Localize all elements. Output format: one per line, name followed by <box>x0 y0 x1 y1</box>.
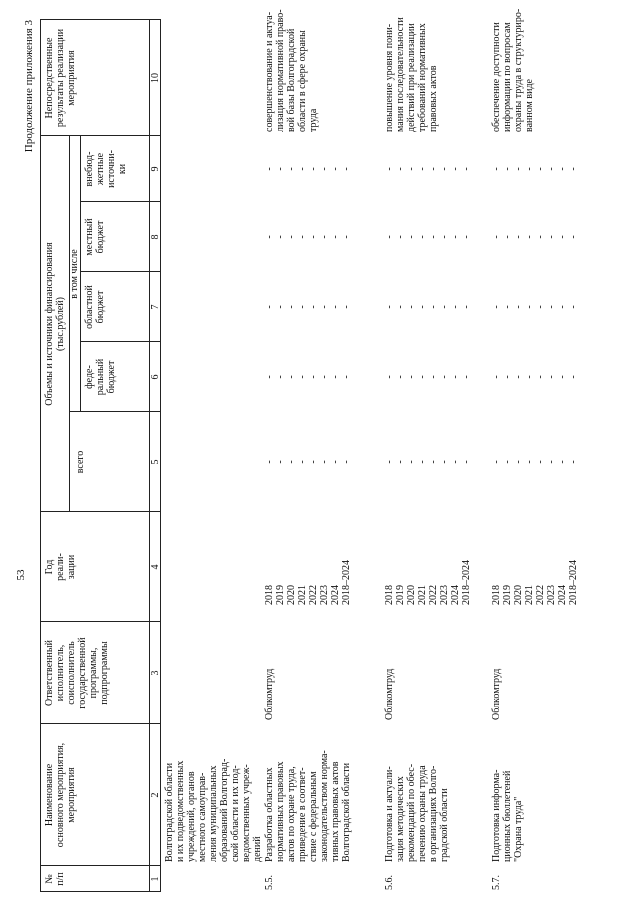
col-number-5: 5 <box>150 459 161 465</box>
col-number-1: 1 <box>150 876 161 882</box>
header-number: № п/п <box>44 872 66 886</box>
total-values: - - - - - - - - <box>491 460 579 464</box>
continuation-note: Продолжение приложения 3 <box>23 20 35 153</box>
regional-values: - - - - - - - - <box>384 305 472 309</box>
result-text: обеспечение доступности информации по вопросам охраны труда в структуриро- ванном виде <box>491 8 535 132</box>
extrabudgetary-values: - - - - - - - - <box>491 167 579 171</box>
result-text: повышение уровня пони- мания последовательности действий при реализации требований нормативных правовых актов <box>384 17 439 132</box>
activity-name: Разработка областных нормативных правовых актов по охране труда, приведение в соответ- ствие с федеральным законодательством норма- тивных правовых актов Волгоградской области <box>264 750 352 862</box>
year-list: 2018 2019 2020 2021 2022 2023 2024 2018–2024 <box>491 560 579 605</box>
local-values: - - - - - - - - <box>264 235 352 239</box>
header-results: Непосредственные результаты реализации мероприятия <box>44 28 77 128</box>
activity-name: Подготовка информа- ционных бюллетеней "Охрана труда" <box>491 769 524 862</box>
header-extrabudgetary: внебюд- жетные источни- ки <box>84 150 128 188</box>
col-number-3: 3 <box>150 670 161 676</box>
header-total: всего <box>75 450 86 474</box>
year-list: 2018 2019 2020 2021 2022 2023 2024 2018–2024 <box>384 560 472 605</box>
total-values: - - - - - - - - <box>264 460 352 464</box>
federal-values: - - - - - - - - <box>384 375 472 379</box>
federal-values: - - - - - - - - <box>491 375 579 379</box>
extrabudgetary-values: - - - - - - - - <box>384 167 472 171</box>
col-number-2: 2 <box>150 792 161 798</box>
continued-activity-text: Волгоградской области и их подведомственных учреждений, органов местного самоуправ- ления муниципальных образований Волгоград- ской области и их под- ведомственных учреж- дений <box>164 758 263 862</box>
col-number-10: 10 <box>150 73 161 83</box>
row-number: 5.5. <box>264 875 275 890</box>
header-executor: Ответственный исполнитель, соисполнитель государственной программы, подпрограммы <box>44 637 110 709</box>
header-activity-name: Наименование основного мероприятия, мероприятия <box>44 742 77 848</box>
col-number-4: 4 <box>150 564 161 570</box>
page-number: 53 <box>15 569 27 581</box>
header-year: Год реали- зации <box>44 553 77 581</box>
header-regional-budget: областной бюджет <box>84 285 106 329</box>
year-list: 2018 2019 2020 2021 2022 2023 2024 2018–2024 <box>264 560 352 605</box>
executor: Облкомтруд <box>384 668 395 720</box>
header-including: в том числе <box>69 249 80 299</box>
activity-name: Подготовка и актуали- зация методических рекомендаций по обес- печению охраны труда в организациях Волго- градской области <box>384 763 450 862</box>
local-values: - - - - - - - - <box>384 235 472 239</box>
row-number: 5.6. <box>384 875 395 890</box>
header-federal-budget: феде- ральный бюджет <box>84 358 117 396</box>
extrabudgetary-values: - - - - - - - - <box>264 167 352 171</box>
col-number-6: 6 <box>150 374 161 380</box>
executor: Облкомтруд <box>264 668 275 720</box>
col-number-9: 9 <box>150 166 161 172</box>
col-number-7: 7 <box>150 304 161 310</box>
result-text: совершенствование и актуа- лизация нормативной право- вой базы Волгоградской области в сфере охраны труда <box>264 9 319 132</box>
local-values: - - - - - - - - <box>491 235 579 239</box>
executor: Облкомтруд <box>491 668 502 720</box>
regional-values: - - - - - - - - <box>491 305 579 309</box>
total-values: - - - - - - - - <box>384 460 472 464</box>
header-financing: Объемы и источники финансирования (тыс.рублей) <box>44 242 66 406</box>
regional-values: - - - - - - - - <box>264 305 352 309</box>
header-local-budget: местный бюджет <box>84 218 106 256</box>
row-number: 5.7. <box>491 875 502 890</box>
col-number-8: 8 <box>150 234 161 240</box>
federal-values: - - - - - - - - <box>264 375 352 379</box>
